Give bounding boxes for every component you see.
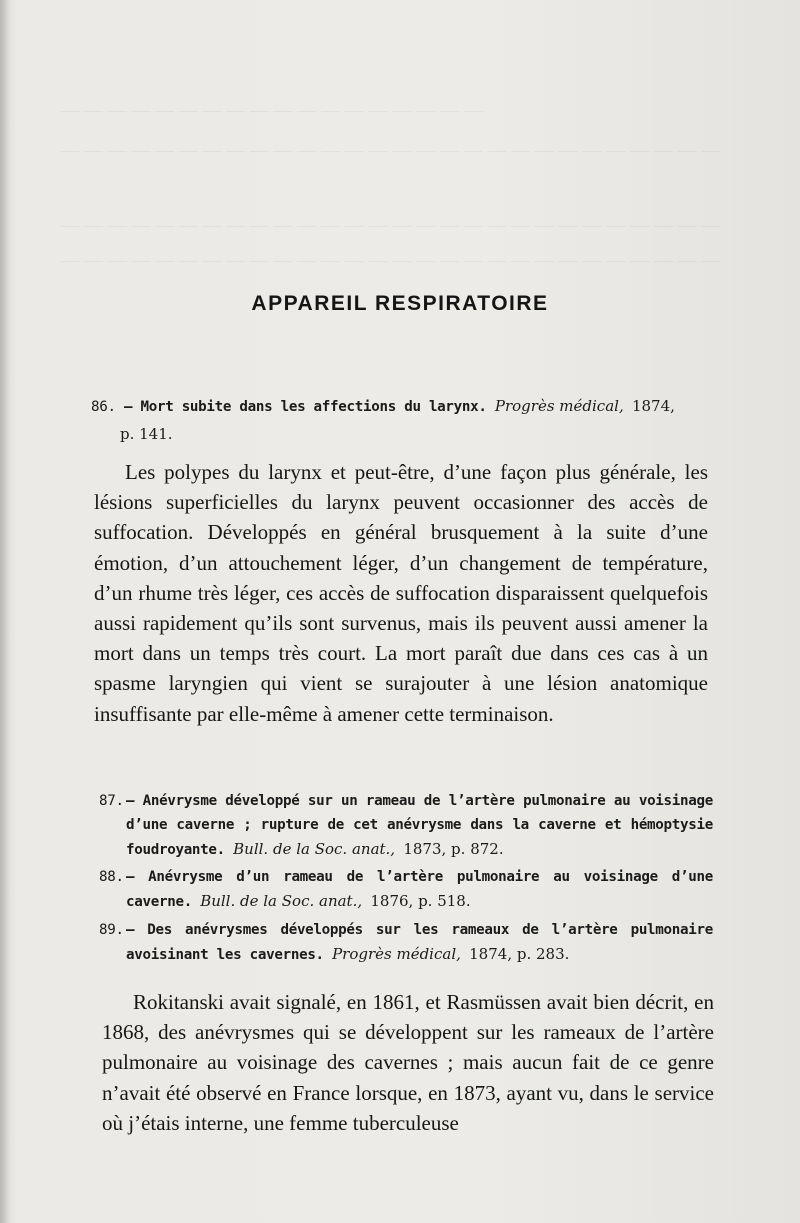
paragraph-text: Les polypes du larynx et peut-être, d’une façon plus générale, les lésions superficielles du larynx peuvent occasionner des accès de suffocation. Développés en général brusquement à la suite d’une émotion, d’un attouchement léger, d’un changement de température, d’un rhume très léger, ces accès de suffocation disparaissent quelquefois aussi rapidement qu’ils sont survenus, mais ils peuvent aussi amener la mort dans un temps très court. La mort paraît due dans ces cas à un spasme laryngien qui vient se surajouter à une lésion anatomique insuffisante par elle-même à amener cette terminaison.: [94, 460, 708, 726]
reference-entry: [126, 866, 713, 915]
reference-list-aneurysms: [99, 790, 713, 972]
show-through-texture: [60, 140, 760, 162]
reference-dash: —: [123, 399, 133, 415]
show-through-texture: [60, 100, 760, 122]
reference-number: 86.: [91, 399, 116, 415]
reference-details: 1876, p. 518.: [370, 892, 471, 911]
paragraph-rokitanski: [102, 987, 714, 1138]
section-heading: APPAREIL RESPIRATOIRE: [251, 292, 549, 315]
reference-title: — Anévrysme développé sur un rameau de l’artère pulmonaire au voisinage d’une caverne ; rupture de cet anévrysme dans la caverne et hémoptysie foudroyante.: [126, 793, 713, 858]
reference-number: 89.: [99, 921, 124, 938]
reference-journal: Progrès médical,: [494, 397, 624, 415]
reference-86: [91, 393, 711, 449]
reference-88: [99, 866, 713, 915]
reference-page: p. 141.: [120, 425, 173, 443]
reference-journal: Bull. de la Soc. anat.,: [200, 892, 363, 911]
reference-year: 1874,: [631, 397, 675, 415]
reference-entry: [126, 790, 713, 862]
reference-journal: Progrès médical,: [332, 944, 461, 963]
page-gutter-shadow: [0, 0, 10, 1223]
reference-journal: Bull. de la Soc. anat.,: [233, 839, 396, 858]
reference-details: 1874, p. 283.: [469, 944, 570, 963]
reference-86-line-2: [91, 421, 711, 449]
reference-title: Mort subite dans les affections du larynx.: [140, 399, 487, 415]
reference-number: 88.: [99, 869, 124, 886]
reference-89: [99, 919, 713, 968]
show-through-texture: [60, 250, 760, 272]
reference-entry: [126, 919, 713, 968]
reference-number: 87.: [99, 793, 124, 809]
reference-details: 1873, p. 872.: [403, 839, 504, 858]
reference-87: [99, 790, 713, 862]
paragraph-laryngeal-polyps: [94, 457, 708, 729]
paragraph-text: Rokitanski avait signalé, en 1861, et Rasmüssen avait bien décrit, en 1868, des anévrysmes qui se développent sur les rameaux de l’artère pulmonaire au voisinage des cavernes ; mais aucun fait de ce genre n’avait été observé en France lorsque, en 1873, ayant vu, dans le service où j’étais interne, une femme tuberculeuse: [102, 990, 714, 1135]
reference-title: — Anévrysme d’un rameau de l’artère pulmonaire au voisinage d’une caverne.: [126, 869, 713, 911]
reference-title: — Des anévrysmes développés sur les rameaux de l’artère pulmonaire avoisinant les cavernes.: [126, 921, 713, 963]
reference-86-line-1: [91, 393, 711, 421]
show-through-texture: [60, 215, 760, 237]
